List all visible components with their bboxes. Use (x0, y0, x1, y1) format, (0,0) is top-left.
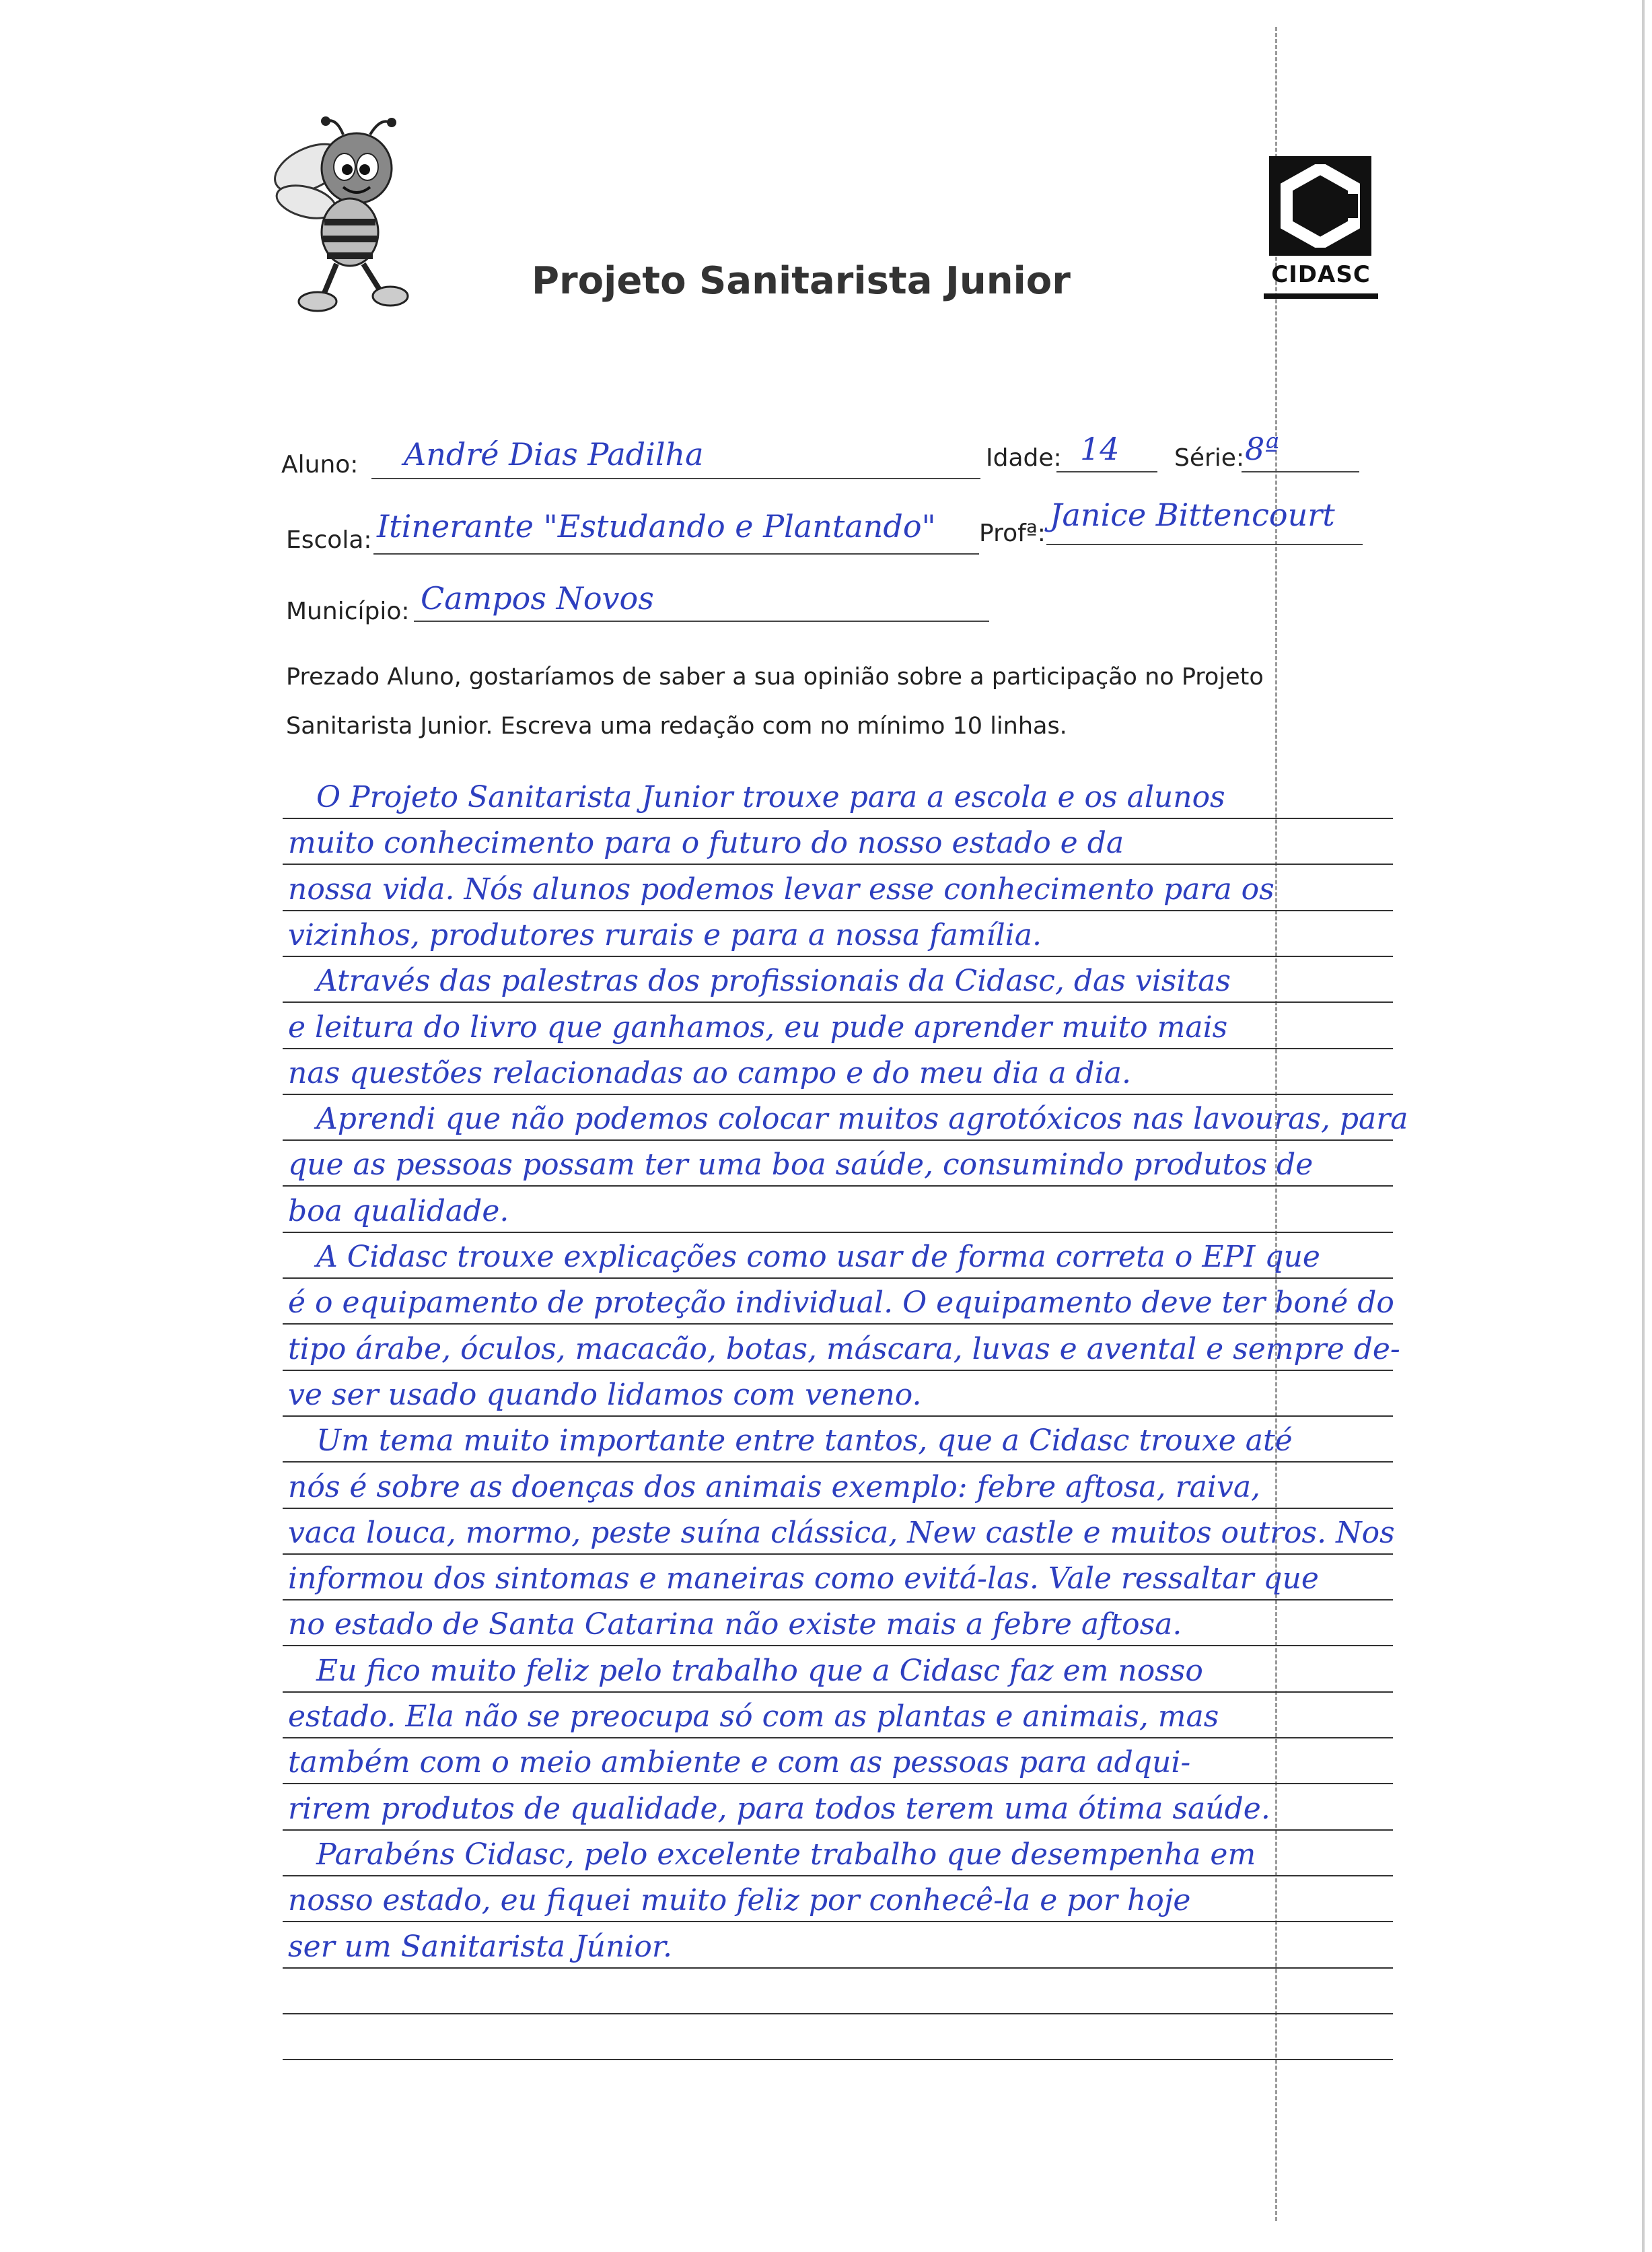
logo-text: CIDASC (1271, 261, 1371, 288)
municipio-label: Município: (286, 598, 410, 625)
escola-label: Escola: (286, 526, 372, 554)
aluno-label: Aluno: (281, 451, 359, 479)
escola-underline (373, 553, 979, 555)
aluno-underline (371, 478, 980, 479)
serie-label: Série: (1174, 444, 1245, 472)
ruled-line (283, 1232, 1393, 1233)
ruled-line (283, 2059, 1393, 2060)
essay-line: vaca louca, mormo, peste suína clássica, New castle e muitos outros. Nos (288, 1516, 1395, 1550)
ruled-line (283, 1967, 1393, 1969)
bee-mascot-icon (269, 114, 424, 316)
essay-line: Eu fico muito feliz pelo trabalho que a Cidasc faz em nosso (316, 1654, 1203, 1688)
prof-label: Profª: (979, 520, 1046, 547)
escola-value: Itinerante "Estudando e Plantando" (377, 508, 936, 544)
essay-line: no estado de Santa Catarina não existe mais a febre aftosa. (288, 1607, 1182, 1642)
essay-line: Um tema muito importante entre tantos, que a Cidasc trouxe até (316, 1423, 1293, 1458)
essay-line: nas questões relacionadas ao campo e do meu dia a dia. (288, 1056, 1131, 1090)
ruled-line (283, 1415, 1393, 1417)
municipio-underline (414, 621, 989, 622)
ruled-line (283, 1875, 1393, 1876)
essay-line: é o equipamento de proteção individual. O equipamento deve ter boné do (288, 1286, 1394, 1320)
ruled-line (283, 1461, 1393, 1463)
ruled-line (283, 1691, 1393, 1693)
essay-line: boa qualidade. (288, 1194, 509, 1228)
ruled-line (283, 1185, 1393, 1187)
prof-underline (1046, 544, 1363, 545)
essay-line: estado. Ela não se preocupa só com as plantas e animais, mas (288, 1699, 1219, 1734)
ruled-line (283, 1553, 1393, 1555)
ruled-line (283, 1508, 1393, 1509)
essay-line: vizinhos, produtores rurais e para a nossa família. (288, 918, 1042, 952)
ruled-line (283, 2013, 1393, 2014)
ruled-line (283, 1737, 1393, 1738)
essay-line: também com o meio ambiente e com as pessoas para adqui- (288, 1745, 1191, 1780)
essay-line: nós é sobre as doenças dos animais exemplo: febre aftosa, raiva, (288, 1470, 1261, 1504)
ruled-line (283, 1370, 1393, 1371)
ruled-line (283, 910, 1393, 911)
prompt-line-1: Prezado Aluno, gostaríamos de saber a sua opinião sobre a participação no Projeto (286, 664, 1264, 691)
ruled-line (283, 1323, 1393, 1325)
essay-line: informou dos sintomas e maneiras como evitá-las. Vale ressaltar que (288, 1561, 1319, 1596)
ruled-line (283, 956, 1393, 957)
essay-line: muito conhecimento para o futuro do nosso estado e da (288, 826, 1124, 860)
page-title: Projeto Sanitarista Junior (532, 259, 1071, 303)
idade-label: Idade: (986, 444, 1062, 472)
ruled-line (283, 1001, 1393, 1003)
essay-line: rirem produtos de qualidade, para todos terem uma ótima saúde. (288, 1792, 1270, 1826)
ruled-line (283, 864, 1393, 865)
ruled-line (283, 1645, 1393, 1646)
essay-line: O Projeto Sanitarista Junior trouxe para a escola e os alunos (316, 780, 1225, 814)
essay-line: nossa vida. Nós alunos podemos levar esse conhecimento para os (288, 872, 1274, 907)
ruled-line (283, 1783, 1393, 1784)
ruled-line (283, 1829, 1393, 1831)
page-edge (1642, 0, 1645, 2252)
essay-line: Aprendi que não podemos colocar muitos agrotóxicos nas lavouras, para (316, 1102, 1408, 1136)
serie-value: 8ª (1245, 431, 1280, 467)
essay-line: e leitura do livro que ganhamos, eu pude aprender muito mais (288, 1010, 1228, 1045)
essay-line: A Cidasc trouxe explicações como usar de forma correta o EPI que (316, 1240, 1320, 1274)
ruled-line (283, 1048, 1393, 1049)
ruled-line (283, 1921, 1393, 1922)
essay-line: nosso estado, eu fiquei muito feliz por conhecê-la e por hoje (288, 1883, 1191, 1917)
prof-value: Janice Bittencourt (1050, 497, 1335, 533)
ruled-line (283, 1599, 1393, 1600)
essay-line: ve ser usado quando lidamos com veneno. (288, 1378, 922, 1412)
ruled-line (283, 1139, 1393, 1141)
ruled-line (283, 1094, 1393, 1095)
idade-value: 14 (1080, 431, 1120, 467)
prompt-text (286, 653, 1282, 751)
ruled-line (283, 818, 1393, 819)
serie-underline (1242, 471, 1359, 472)
prompt-line-2: Sanitarista Junior. Escreva uma redação com no mínimo 10 linhas. (286, 713, 1067, 740)
essay-line: Através das palestras dos profissionais da Cidasc, das visitas (316, 964, 1231, 998)
ruled-line (283, 1277, 1393, 1279)
aluno-value: André Dias Padilha (404, 436, 704, 472)
essay-line: ser um Sanitarista Júnior. (288, 1930, 673, 1964)
municipio-value: Campos Novos (421, 580, 654, 617)
essay-line: que as pessoas possam ter uma boa saúde, consumindo produtos de (288, 1148, 1314, 1182)
essay-line: tipo árabe, óculos, macacão, botas, máscara, luvas e avental e sempre de- (288, 1332, 1400, 1366)
essay-line: Parabéns Cidasc, pelo excelente trabalho que desempenha em (316, 1837, 1256, 1872)
idade-underline (1056, 471, 1157, 472)
logo-underline (1264, 293, 1378, 299)
cidasc-logo-icon (1269, 156, 1371, 256)
